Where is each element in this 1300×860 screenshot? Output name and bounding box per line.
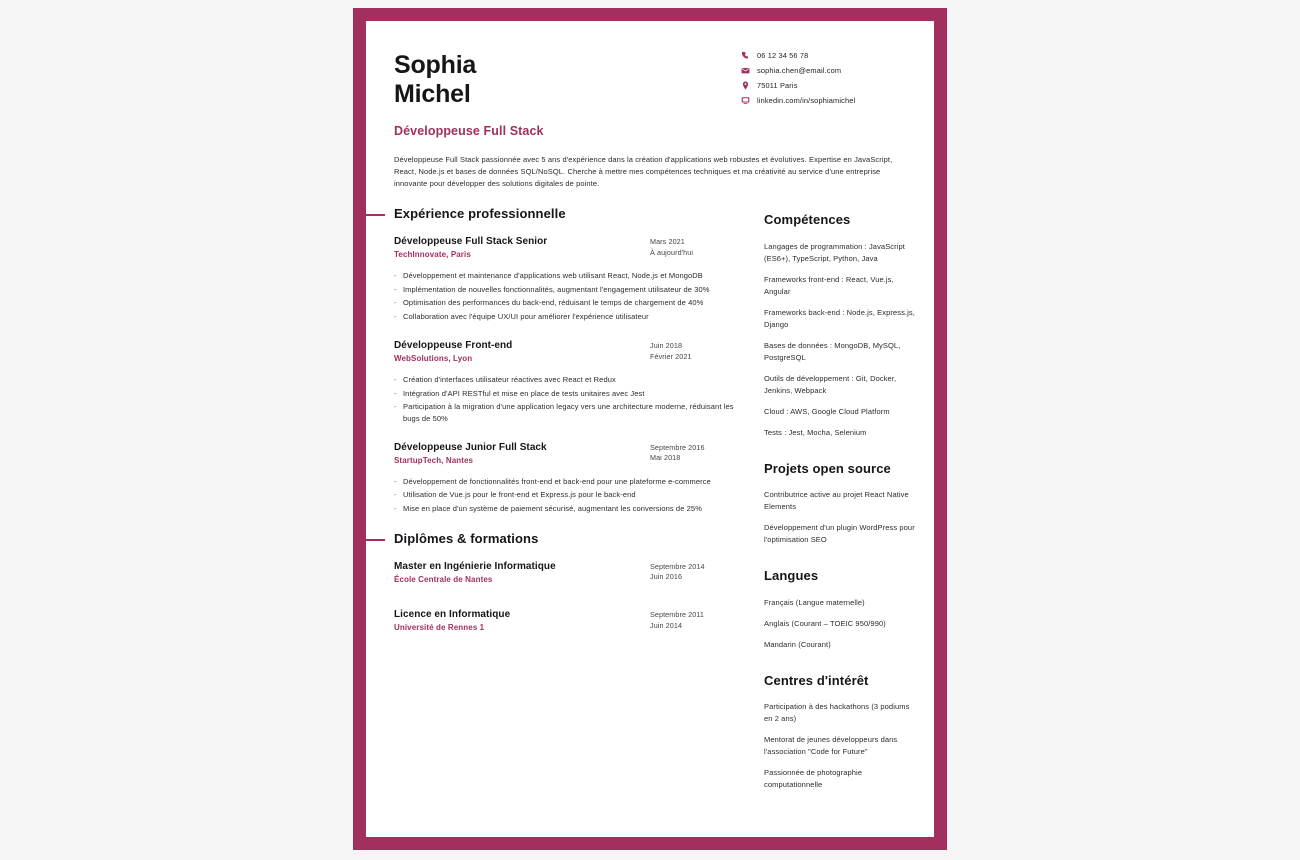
open-source-item: Contributrice active au projet React Native Elements [764,490,909,512]
bullet-mark: - [394,388,397,398]
experience-dates [650,339,736,363]
education-entry-header [394,560,736,586]
interests-section [764,673,916,792]
bullet-item [394,297,736,309]
last-name: Michel [394,80,471,109]
experience-org: StartupTech, Nantes [394,456,474,466]
education-degree: Licence en Informatique [394,608,511,620]
education-heading [394,531,736,546]
experience-role: Développeuse Full Stack Senior [394,235,548,247]
bullet-mark: - [394,312,397,322]
skills-item: Bases de données : MongoDB, MySQL, PostgreSQL [764,340,901,362]
open-source-heading: Projets open source [764,460,891,476]
resume-page-content [366,21,934,837]
bullet-mark: - [394,284,397,294]
skills-item: Cloud : AWS, Google Cloud Platform [764,406,890,416]
experience-bullets [394,476,736,515]
education-date-end: Juin 2016 [650,572,683,582]
experience-entry-header [394,441,736,467]
bullet-item [394,503,736,515]
experience-dates [650,235,736,259]
skills-section [764,212,916,439]
experience-entry [394,339,736,425]
experience-dates [650,441,736,465]
education-date-start: Septembre 2011 [650,609,705,619]
monitor-icon [741,96,750,105]
bullet-text: Intégration d'API RESTful et mise en place de tests unitaires avec Jest [403,388,645,398]
open-source-section [764,461,916,547]
bullet-item [394,374,736,386]
bullet-text: Développement et maintenance d'applications web utilisant React, Node.js et MongoDB [403,271,703,281]
skills-item: Frameworks front-end : React, Vue.js, Angular [764,274,894,296]
section-dash-icon [366,214,385,216]
interests-item: Mentorat de jeunes développeurs dans l'association "Code for Future" [764,735,898,757]
bullet-mark: - [394,504,397,514]
education-entry [394,608,736,634]
experience-role: Développeuse Junior Full Stack [394,441,547,453]
education-entry-header [394,608,736,634]
experience-date-end: À aujourd'hui [650,247,694,257]
interests-heading: Centres d'intérêt [764,672,869,688]
skills-item: Outils de développement : Git, Docker, Jenkins, Webpack [764,373,897,395]
experience-heading [394,206,736,221]
experience-entry [394,235,736,323]
bullet-text: Participation à la migration d'une application legacy vers une architecture moderne, réduisant les bugs de 50% [403,402,734,423]
bullet-text: Utilisation de Vue.js pour le front-end et Express.js pour le back-end [403,490,636,500]
bullet-item [394,311,736,323]
bullet-mark: - [394,375,397,385]
education-school: École Centrale de Nantes [394,575,493,585]
contact-linkedin[interactable] [741,96,906,105]
bullet-mark: - [394,298,397,308]
section-dash-icon [366,539,385,541]
experience-entry-header [394,339,736,365]
bullet-text: Mise en place d'un système de paiement sécurisé, augmentant les conversions de 25% [403,504,702,514]
experience-heading-label: Expérience professionnelle [394,205,566,221]
languages-item: Anglais (Courant – TOEIC 950/990) [764,618,886,628]
bullet-item [394,270,736,282]
contact-email [741,66,906,75]
contact-location [741,81,906,90]
experience-date-start: Juin 2018 [650,340,683,350]
resume-header [366,21,934,138]
bullet-item [394,476,736,488]
experience-entry-header [394,235,736,261]
open-source-item: Développement d'un plugin WordPress pour l'optimisation SEO [764,523,915,545]
contact-linkedin-value: linkedin.com/in/sophiamichel [757,96,856,105]
bullet-item [394,489,736,501]
bullet-text: Création d'interfaces utilisateur réactives avec React et Redux [403,375,616,385]
experience-date-end: Février 2021 [650,351,692,361]
experience-org: TechInnovate, Paris [394,250,471,260]
education-dates [650,560,736,584]
experience-date-start: Mars 2021 [650,236,685,246]
bullet-mark: - [394,402,397,412]
interests-item: Passionnée de photographie computationnelle [764,768,863,790]
skills-item: Tests : Jest, Mocha, Selenium [764,427,867,437]
experience-role: Développeuse Front-end [394,339,513,351]
education-date-end: Juin 2014 [650,620,683,630]
envelope-icon [741,66,750,75]
first-name: Sophia [394,51,477,79]
main-column [366,206,736,813]
contact-phone-value: 06 12 34 56 78 [757,51,809,60]
contact-location-value: 75011 Paris [757,81,798,90]
languages-item: Mandarin (Courant) [764,639,831,649]
name-block [394,45,544,138]
interests-item: Participation à des hackathons (3 podiums en 2 ans) [764,702,910,724]
experience-date-start: Septembre 2016 [650,442,705,452]
experience-org: WebSolutions, Lyon [394,354,473,364]
education-date-start: Septembre 2014 [650,561,705,571]
experience-bullets [394,270,736,323]
contact-email-value: sophia.chen@email.com [757,66,842,75]
bullet-mark: - [394,476,397,486]
bullet-item [394,284,736,296]
bullet-item [394,401,736,424]
resume-body [366,206,934,813]
education-degree: Master en Ingénierie Informatique [394,560,556,572]
languages-heading: Langues [764,568,819,584]
skills-item: Langages de programmation : JavaScript (ES6+), TypeScript, Python, Java [764,241,905,263]
education-heading-label: Diplômes & formations [394,530,539,546]
bullet-mark: - [394,271,397,281]
skills-heading: Compétences [764,211,851,227]
bullet-text: Développement de fonctionnalités front-end et back-end pour une plateforme e-commerce [403,476,711,486]
education-school: Université de Rennes 1 [394,623,485,633]
bullet-text: Implémentation de nouvelles fonctionnalités, augmentant l'engagement utilisateur de 30% [403,284,710,294]
skills-item: Frameworks back-end : Node.js, Express.js, Django [764,307,915,329]
bullet-mark: - [394,490,397,500]
experience-date-end: Mai 2018 [650,453,681,463]
bullet-text: Optimisation des performances du back-end, réduisant le temps de chargement de 40% [403,298,704,308]
job-title: Développeuse Full Stack [394,123,544,138]
resume-page [353,8,947,850]
contact-phone [741,51,906,60]
experience-entry [394,441,736,515]
sidebar-column [736,206,916,813]
bullet-item [394,388,736,400]
contact-list [741,45,906,111]
bullet-text: Collaboration avec l'équipe UX/UI pour améliorer l'expérience utilisateur [403,312,649,322]
profile-summary: Développeuse Full Stack passionnée avec 5 ans d'expérience dans la création d'applications web robustes et évolutives. Expertise en JavaScript, React, Node.js et bases de données SQL/NoSQL. Cherche à mettre mes compétences techniques et ma créativité au service d'une entreprise innovante pour développer des solutions digitales de pointe. [394,154,893,188]
languages-section [764,568,916,651]
education-entry [394,560,736,586]
location-pin-icon [741,81,750,90]
education-dates [650,608,736,632]
languages-item: Français (Langue maternelle) [764,597,865,607]
phone-icon [741,51,750,60]
experience-bullets [394,374,736,425]
